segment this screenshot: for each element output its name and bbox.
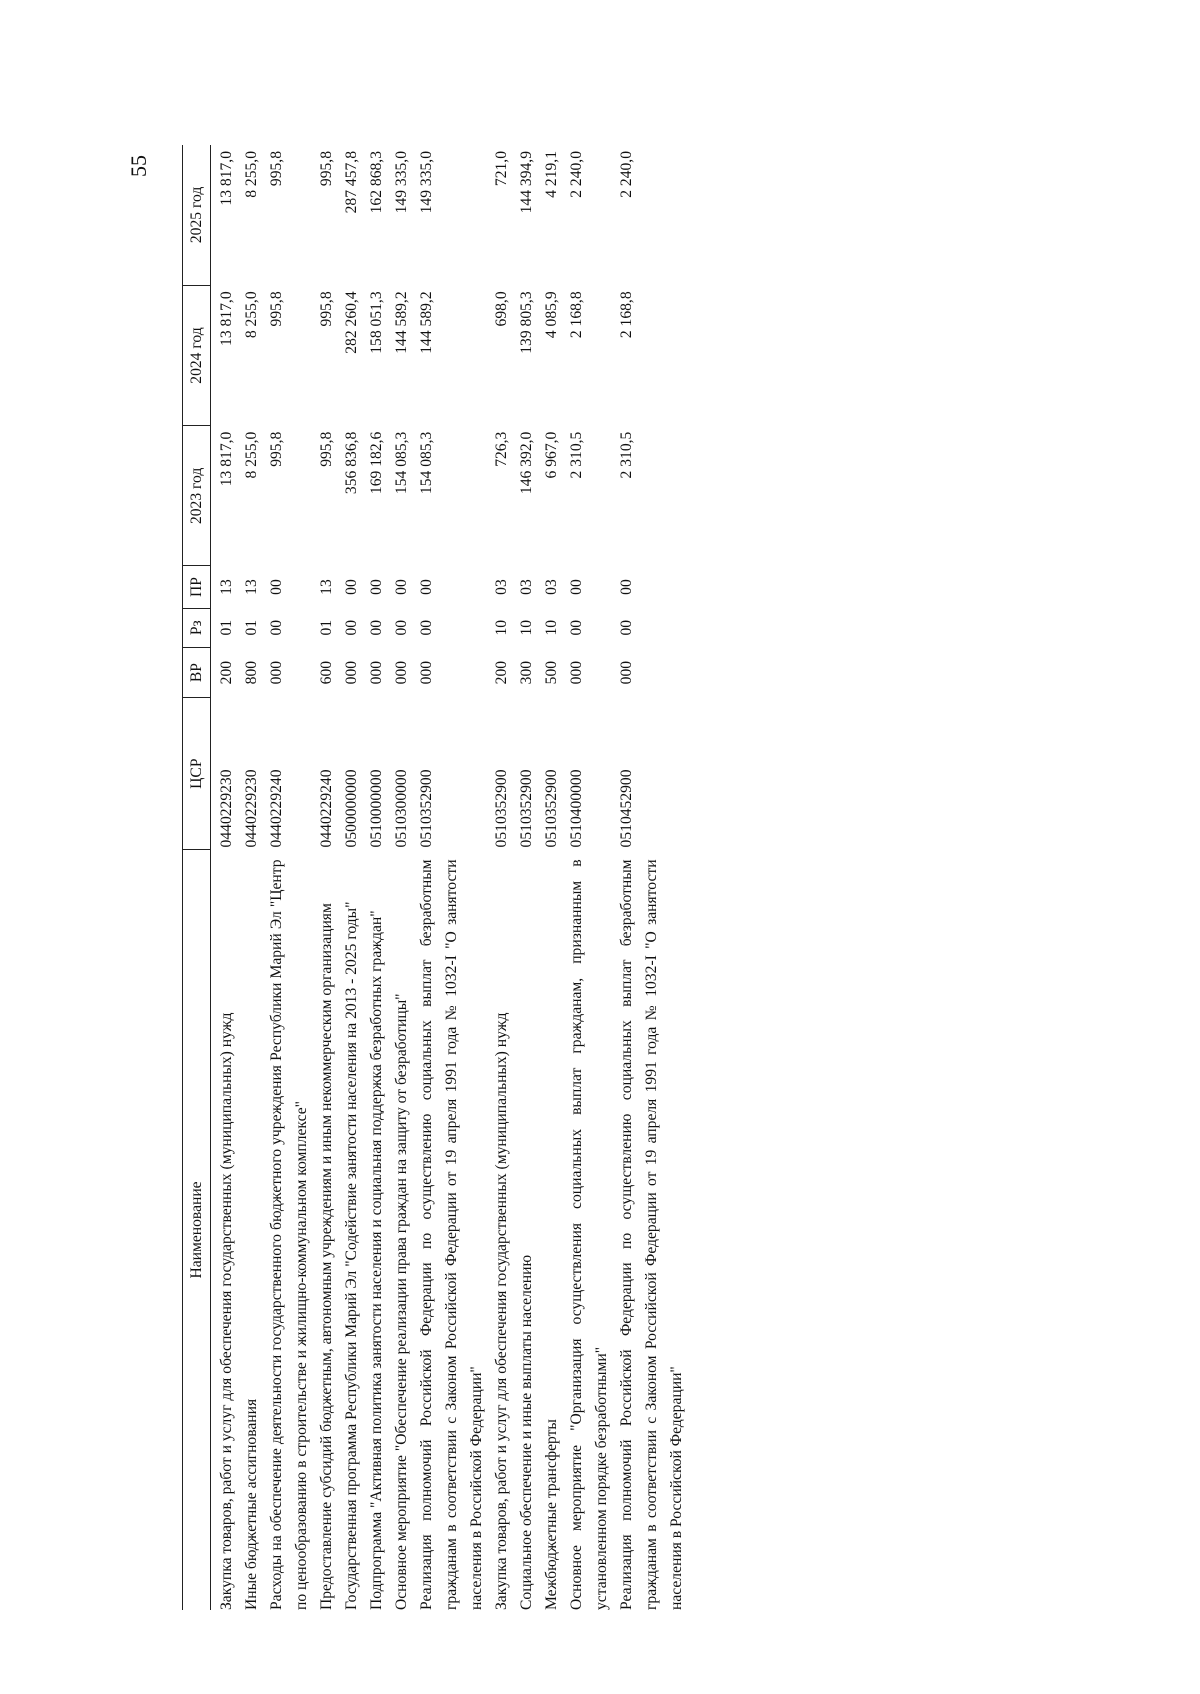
cell-vr: 000: [568, 660, 585, 685]
cell-year-2023: 146 392,0: [518, 431, 535, 495]
cell-year-2024: 698,0: [493, 291, 510, 327]
cell-year-2024: 4 085,9: [543, 291, 560, 339]
cell-vr: 500: [543, 660, 560, 685]
cell-year-2025: 162 868,3: [368, 151, 385, 214]
cell-year-2024: 8 255,0: [243, 291, 260, 339]
header-year-2023: 2023 год: [183, 426, 211, 566]
cell-csr: 0440229240: [318, 769, 335, 848]
table-row: [264, 145, 314, 1610]
cell-csr: 0510352900: [493, 769, 510, 848]
cell-year-2025: 149 335,0: [418, 151, 435, 214]
cell-year-2024: 2 168,8: [568, 291, 585, 339]
cell-pr: 00: [568, 579, 585, 595]
table-header: [183, 145, 211, 1610]
cell-vr: 000: [368, 660, 385, 685]
cell-year-2023: 13 817,0: [218, 431, 235, 487]
cell-rz: 00: [343, 619, 360, 636]
cell-year-2025: 995,8: [268, 151, 285, 187]
cell-rz: 10: [493, 619, 510, 636]
cell-vr: 000: [268, 660, 285, 685]
table-row: [414, 145, 489, 1610]
cell-year-2023: 154 085,3: [418, 431, 435, 495]
cell-year-2025: 4 219,1: [543, 151, 560, 198]
cell-rz: 01: [243, 619, 260, 636]
cell-vr: 000: [343, 660, 360, 685]
table-body: [211, 145, 690, 1610]
cell-csr: 0500000000: [343, 769, 360, 848]
cell-year-2025: 144 394,9: [518, 151, 535, 214]
cell-rz: 00: [268, 619, 285, 636]
cell-year-2025: 2 240,0: [618, 151, 635, 198]
page-number: 55: [126, 155, 151, 177]
cell-year-2023: 2 310,5: [568, 431, 585, 479]
cell-csr: 0510452900: [618, 769, 635, 848]
cell-name: Предоставление субсидий бюджетным, автономным учреждениям и иным некоммерческим организациям: [318, 903, 335, 1610]
cell-rz: 00: [393, 619, 410, 636]
cell-year-2024: 158 051,3: [368, 291, 385, 354]
cell-year-2024: 144 589,2: [418, 291, 435, 354]
header-pr: ПР: [183, 566, 211, 608]
cell-pr: 03: [493, 579, 510, 595]
cell-name: Реализация полномочий Российской Федерации по осуществлению социальных выплат безработным гражданам в соответствии с Законом Российской Федерации от 19 апреля 1991 года № 1032-I "О занятости населения в Российской Федерации": [618, 859, 685, 1610]
cell-year-2024: 995,8: [318, 291, 335, 327]
budget-table: [182, 145, 689, 1610]
cell-rz: 01: [318, 619, 335, 636]
cell-rz: 00: [568, 619, 585, 636]
cell-name: Закупка товаров, работ и услуг для обеспечения государственных (муниципальных) нужд: [218, 1012, 235, 1610]
cell-pr: 03: [518, 579, 535, 595]
cell-vr: 200: [218, 660, 235, 685]
cell-vr: 600: [318, 660, 335, 685]
cell-year-2025: 2 240,0: [568, 151, 585, 198]
cell-year-2024: 144 589,2: [393, 291, 410, 354]
cell-year-2023: 995,8: [318, 431, 335, 467]
cell-pr: 00: [418, 579, 435, 595]
cell-rz: 10: [543, 619, 560, 636]
cell-year-2023: 2 310,5: [618, 431, 635, 479]
cell-year-2024: 995,8: [268, 291, 285, 327]
table-row: [389, 145, 414, 1610]
cell-year-2025: 149 335,0: [393, 151, 410, 214]
header-rz: Рз: [183, 608, 211, 647]
cell-vr: 000: [418, 660, 435, 685]
cell-rz: 10: [518, 619, 535, 636]
cell-pr: 00: [368, 579, 385, 595]
header-csr: ЦСР: [183, 698, 211, 850]
budget-table-sheet: [182, 145, 932, 1610]
cell-year-2024: 2 168,8: [618, 291, 635, 339]
cell-pr: 13: [243, 579, 260, 595]
cell-year-2025: 721,0: [493, 151, 510, 187]
table-row: [514, 145, 539, 1610]
cell-csr: 0510352900: [518, 769, 535, 848]
cell-vr: 000: [618, 660, 635, 685]
cell-year-2023: 154 085,3: [393, 431, 410, 495]
cell-pr: 00: [393, 579, 410, 595]
cell-csr: 0440229240: [268, 769, 285, 848]
cell-csr: 0510352900: [543, 769, 560, 848]
cell-year-2023: 726,3: [493, 431, 510, 467]
cell-year-2024: 282 260,4: [343, 291, 360, 354]
cell-csr: 0510000000: [368, 769, 385, 848]
header-year-2024: 2024 год: [183, 285, 211, 425]
cell-year-2025: 8 255,0: [243, 151, 260, 198]
cell-name: Основное мероприятие "Обеспечение реализации права граждан на защиту от безработицы": [393, 993, 410, 1610]
cell-name: Расходы на обеспечение деятельности государственного бюджетного учреждения Республики Марий Эл "Центр по ценообразованию в строительстве и жилищно-коммунальном комплексе": [268, 859, 310, 1610]
cell-year-2025: 13 817,0: [218, 151, 235, 206]
cell-pr: 13: [318, 579, 335, 595]
cell-vr: 300: [518, 660, 535, 685]
cell-year-2023: 169 182,6: [368, 431, 385, 495]
cell-name: Межбюджетные трансферты: [543, 1419, 560, 1610]
cell-rz: 00: [418, 619, 435, 636]
cell-name: Реализация полномочий Российской Федерации по осуществлению социальных выплат безработным гражданам в соответствии с Законом Российской Федерации от 19 апреля 1991 года № 1032-I "О занятости населения в Российской Федерации": [418, 859, 485, 1610]
table-row: [314, 145, 339, 1610]
cell-csr: 0510352900: [418, 769, 435, 848]
header-name: Наименование: [183, 849, 211, 1610]
cell-csr: 0510400000: [568, 769, 585, 848]
cell-rz: 01: [218, 619, 235, 636]
cell-name: Подпрограмма "Активная политика занятости населения и социальная поддержка безработных граждан": [368, 910, 385, 1610]
cell-csr: 0440229230: [243, 769, 260, 848]
table-row: [614, 145, 689, 1610]
header-vr: ВР: [183, 647, 211, 698]
cell-pr: 13: [218, 579, 235, 595]
table-row: [364, 145, 389, 1610]
header-year-2025: 2025 год: [183, 145, 211, 285]
cell-pr: 00: [618, 579, 635, 595]
cell-year-2023: 8 255,0: [243, 431, 260, 479]
table-row: [564, 145, 614, 1610]
table-row: [239, 145, 264, 1610]
cell-year-2023: 6 967,0: [543, 431, 560, 479]
cell-year-2025: 287 457,8: [343, 151, 360, 214]
cell-csr: 0510300000: [393, 769, 410, 848]
table-row: [539, 145, 564, 1610]
cell-vr: 200: [493, 660, 510, 685]
cell-year-2024: 139 805,3: [518, 291, 535, 354]
table-row: [211, 145, 240, 1610]
cell-vr: 000: [393, 660, 410, 685]
table-row: [339, 145, 364, 1610]
cell-year-2024: 13 817,0: [218, 291, 235, 346]
cell-name: Закупка товаров, работ и услуг для обеспечения государственных (муниципальных) нужд: [493, 1012, 510, 1610]
cell-year-2023: 995,8: [268, 431, 285, 467]
cell-rz: 00: [618, 619, 635, 636]
cell-rz: 00: [368, 619, 385, 636]
cell-year-2025: 995,8: [318, 151, 335, 187]
cell-pr: 03: [543, 579, 560, 595]
cell-vr: 800: [243, 660, 260, 685]
cell-pr: 00: [268, 579, 285, 595]
cell-name: Иные бюджетные ассигнования: [243, 1398, 260, 1610]
cell-name: Социальное обеспечение и иные выплаты населению: [518, 1254, 535, 1610]
cell-csr: 0440229230: [218, 769, 235, 848]
cell-name: Основное мероприятие "Организация осуществления социальных выплат гражданам, признанным в установленном порядке безработными": [568, 859, 610, 1610]
cell-year-2023: 356 836,8: [343, 431, 360, 495]
cell-name: Государственная программа Республики Марий Эл "Содействие занятости населения на 2013 - 2025 годы": [343, 901, 360, 1610]
table-row: [489, 145, 514, 1610]
cell-pr: 00: [343, 579, 360, 595]
